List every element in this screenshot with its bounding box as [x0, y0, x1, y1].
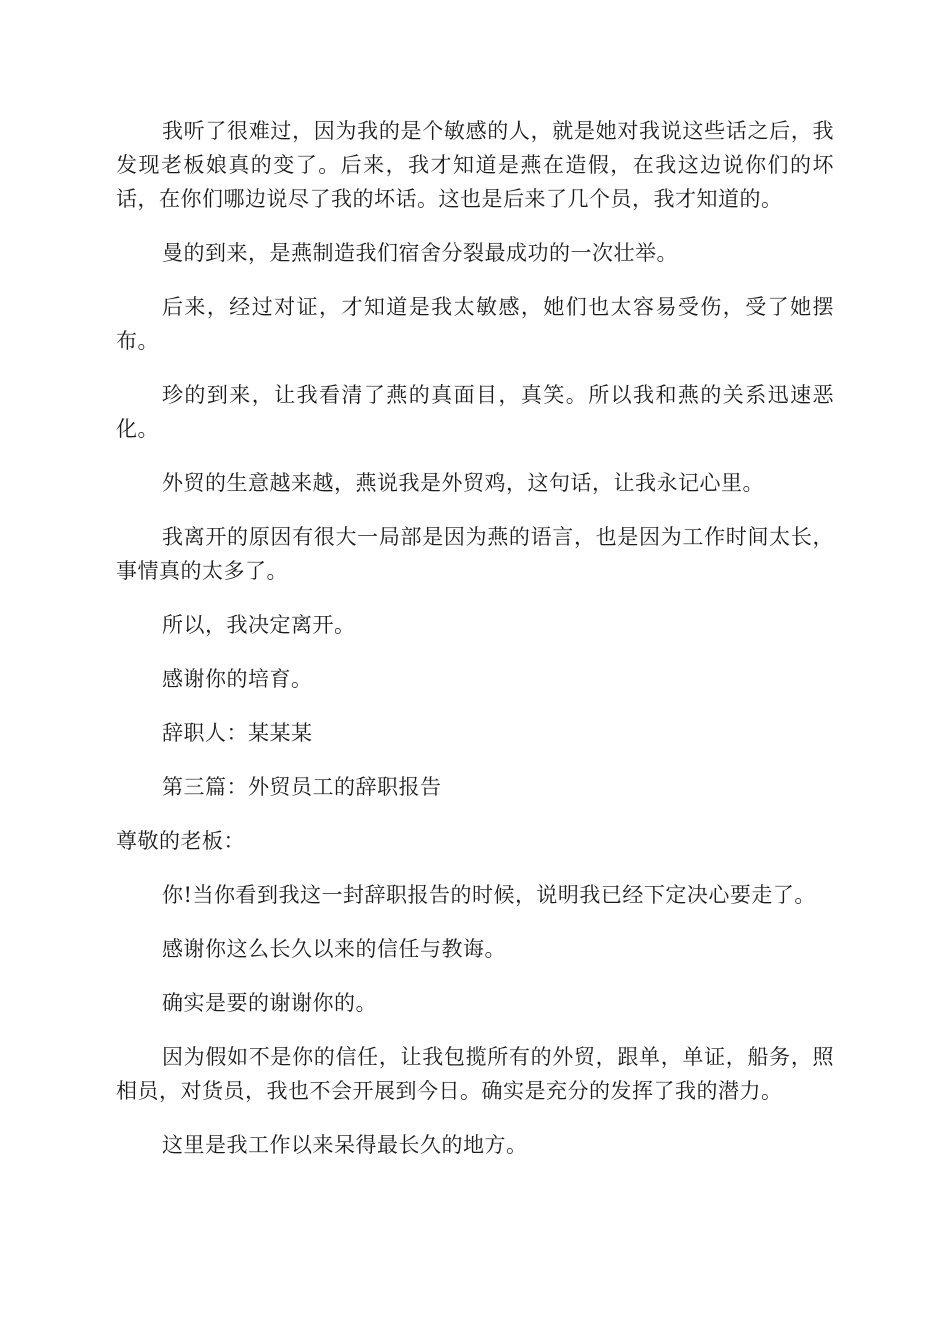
- paragraph: 曼的到来，是燕制造我们宿舍分裂最成功的一次壮举。: [162, 241, 678, 265]
- paragraph: 这里是我工作以来呆得最长久的地方。: [162, 1133, 528, 1157]
- paragraph: 确实是要的谢谢你的。: [162, 991, 377, 1015]
- paragraph: 你!当你看到我这一封辞职报告的时候，说明我已经下定决心要走了。: [162, 883, 816, 907]
- paragraph: 感谢你这么长久以来的信任与教诲。: [162, 937, 506, 961]
- paragraph: 所以，我决定离开。: [162, 613, 356, 637]
- paragraph: 我听了很难过，因为我的是个敏感的人，就是她对我说这些话之后，我发现老板娘真的变了。后来，我才知道是燕在造假，在我这边说你们的坏话，在你们哪边说尽了我的坏话。这也是后来了几个员，我才知道的。: [116, 119, 834, 211]
- document-body: [116, 114, 834, 1182]
- paragraph: 珍的到来，让我看清了燕的真面目，真笑。所以我和燕的关系迅速恶化。: [116, 383, 834, 441]
- paragraph: 后来，经过对证，才知道是我太敏感，她们也太容易受伤，受了她摆布。: [116, 295, 834, 353]
- paragraph: 我离开的原因有很大一局部是因为燕的语言，也是因为工作时间太长，事情真的太多了。: [116, 525, 834, 583]
- paragraph: 因为假如不是你的信任，让我包揽所有的外贸，跟单，单证，船务，照相员，对货员，我也不会开展到今日。确实是充分的发挥了我的潜力。: [116, 1045, 834, 1103]
- signature-line: 辞职人：某某某: [162, 721, 313, 745]
- section-heading: 第三篇：外贸员工的辞职报告: [162, 775, 442, 799]
- paragraph: 感谢你的培育。: [162, 667, 313, 691]
- salutation: 尊敬的老板：: [116, 829, 245, 853]
- paragraph: 外贸的生意越来越，燕说我是外贸鸡，这句话，让我永记心里。: [162, 471, 764, 495]
